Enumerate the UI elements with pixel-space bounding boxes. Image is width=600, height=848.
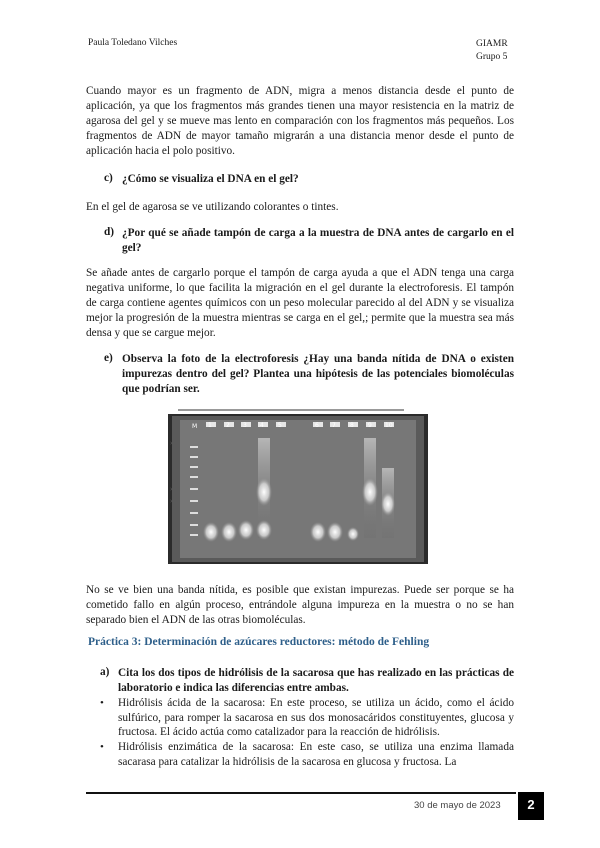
answer-c: En el gel de agarosa se ve utilizando colorantes o tintes. xyxy=(86,201,339,213)
lane-label: 4 xyxy=(260,422,264,429)
question-a: Cita los dos tipos de hidrólisis de la sacarosa que has realizado en las prácticas de laboratorio e indica las diferencias entre ambas. xyxy=(118,667,514,694)
lane-label: 1 xyxy=(208,422,212,429)
question-a-number: a) xyxy=(100,666,110,678)
answer-d: Se añade antes de cargarlo porque el tampón de carga ayuda a que el ADN tenga una carga negativa uniforme, lo que facilita la migración en el gel durante la electroforesis. El tampón de carga contiene agentes químicos con un peso molecular parecido al del ADN y se visualiza mejor la progresión de la muestra mientras se carga en el gel,; permite que la muestra sea más densa y que se cargue mejor. xyxy=(86,267,514,339)
lane-label: 5 xyxy=(278,422,282,429)
svg-text:M: M xyxy=(192,423,198,430)
arrow-icon: › xyxy=(170,497,173,505)
question-d-number: d) xyxy=(104,226,115,238)
bullet-enzymatic-hydrolysis: Hidrólisis enzimática de la sacarosa: En este caso, se utiliza una enzima llamada sacarasa para catalizar la hidrólisis de la sacarosa en glucosa y fructosa. La xyxy=(118,741,514,768)
electrophoresis-gel-photo xyxy=(168,408,428,568)
question-c: ¿Cómo se visualiza el DNA en el gel? xyxy=(122,173,299,185)
lane-label: 10 xyxy=(385,422,393,429)
lane-label: 8 xyxy=(350,422,354,429)
lane-label: 9 xyxy=(368,422,372,429)
gel-image xyxy=(168,408,428,568)
bullet-acid-hydrolysis: Hidrólisis ácida de la sacarosa: En este proceso, se utiliza un ácido, como el ácido sulfúrico, para romper la sacarosa en sus dos monosacáridos constituyentes, glucosa y fructosa. El ácido actúa como catalizador para la reacción de hidrólisis. xyxy=(118,697,514,739)
lane-label: 3 xyxy=(243,422,247,429)
lane-label: 7 xyxy=(332,422,336,429)
arrow-icon: › xyxy=(170,439,173,447)
paragraph-fragment-size: Cuando mayor es un fragmento de ADN, migra a menos distancia desde el punto de aplicación, ya que los fragmentos más grandes tienen una mayor resistencia en la matriz de agarosa del gel y se mueve mas lento en comparación con los fragmentos más pequeños. Los fragmentos de ADN de mayor tamaño migrarán a una distancia menor desde el punto de aplicación hacia el polo positivo. xyxy=(86,85,514,157)
header-team xyxy=(476,38,508,64)
gel-lane-labels xyxy=(168,422,428,432)
bullet-icon: • xyxy=(100,741,104,753)
footer-date: 30 de mayo de 2023 xyxy=(414,800,501,811)
section-title: Práctica 3: Determinación de azúcares reductores: método de Fehling xyxy=(88,636,430,648)
page-number: 2 xyxy=(518,792,544,820)
question-d: ¿Por qué se añade tampón de carga a la muestra de DNA antes de cargarlo en el gel? xyxy=(122,227,514,254)
question-e-number: e) xyxy=(104,352,113,364)
header-team-name: GIAMR xyxy=(476,39,508,49)
arrow-icon: › xyxy=(170,485,173,493)
lane-label: 2 xyxy=(226,422,230,429)
lane-label: 6 xyxy=(315,422,319,429)
question-c-number: c) xyxy=(104,172,113,184)
footer-rule xyxy=(86,792,516,794)
header-author: Paula Toledano Vilches xyxy=(88,38,178,48)
answer-e: No se ve bien una banda nítida, es posible que existan impurezas. Puede ser porque se ha cometido fallo en algún proceso, entrándole alguna impureza en la muestra o no se han separado bien el ADN de las otras biomoléculas. xyxy=(86,584,514,626)
header-group: Grupo 5 xyxy=(476,52,508,62)
bullet-icon: • xyxy=(100,697,104,709)
question-e: Observa la foto de la electroforesis ¿Hay una banda nítida de DNA o existen impurezas dentro del gel? Plantea una hipótesis de las potenciales biomoléculas que podrían ser. xyxy=(122,353,514,395)
